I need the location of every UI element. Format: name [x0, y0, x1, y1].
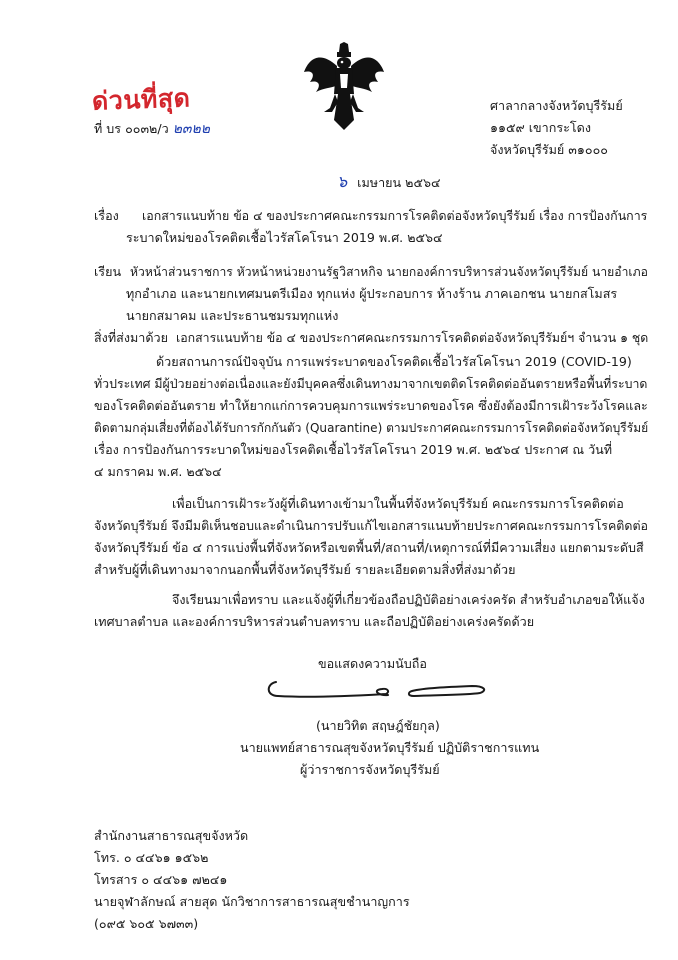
paragraph-1-line-3: ของโรคติดต่ออันตราย ทำให้ยากแก่การควบคุมการแพร่ระบาดของโรค ซึ่งยังต้องมีการเฝ้าระวังโรคและ — [94, 398, 648, 413]
enclosure-label: สิ่งที่ส่งมาด้วย — [94, 330, 168, 345]
date-day-handwritten: ๖ — [337, 172, 348, 191]
address-line-3: จังหวัดบุรีรัมย์ ๓๑๐๐๐ — [490, 142, 608, 157]
subject-line-2: ระบาดใหม่ของโรคติดเชื้อไวรัสโคโรนา 2019 พ.ศ. ๒๕๖๔ — [126, 230, 443, 245]
subject-label: เรื่อง — [94, 208, 119, 223]
recipient-line-2: ทุกอำเภอ และนายกเทศมนตรีเมือง ทุกแห่ง ผู้ประกอบการ ห้างร้าน ภาคเอกชน นายกสโมสร — [126, 286, 618, 301]
paragraph-1-line-1: ด้วยสถานการณ์ปัจจุบัน การแพร่ระบาดของโรคติดเชื้อไวรัสโคโรนา 2019 (COVID-19) — [156, 354, 632, 369]
paragraph-3-line-2: เทศบาลตำบล และองค์การบริหารส่วนตำบลทราบ และถือปฏิบัติอย่างเคร่งครัดด้วย — [94, 614, 535, 629]
paragraph-2-line-1: เพื่อเป็นการเฝ้าระวังผู้ที่เดินทางเข้ามาในพื้นที่จังหวัดบุรีรัมย์ คณะกรรมการโรคติดต่อ — [172, 496, 624, 511]
footer-contact-phone: (๐๙๕ ๖๐๕ ๖๗๓๓) — [94, 916, 199, 931]
signatory-name: (นายวิทิต สฤษฎ์ชัยกุล) — [316, 718, 440, 733]
date-month-year: เมษายน ๒๕๖๔ — [357, 175, 441, 190]
address-line-1: ศาลากลางจังหวัดบุรีรัมย์ — [490, 98, 623, 113]
recipient-label: เรียน — [94, 264, 122, 279]
reference-number — [94, 118, 210, 140]
paragraph-1-line-6: ๔ มกราคม พ.ศ. ๒๕๖๔ — [94, 464, 222, 479]
paragraph-2-line-3: จังหวัดบุรีรัมย์ ข้อ ๔ การแบ่งพื้นที่จังหวัดหรือเขตพื้นที่/สถานที่/เหตุการณ์ที่มีความเสี่ยง แยกตามระดับสี — [94, 540, 644, 555]
handwritten-signature — [262, 674, 494, 706]
footer-fax: โทรสาร ๐ ๔๔๖๑ ๗๒๔๑ — [94, 872, 228, 887]
recipient-line-1: หัวหน้าส่วนราชการ หัวหน้าหน่วยงานรัฐวิสาหกิจ นายกองค์การบริหารส่วนจังหวัดบุรีรัมย์ นายอำเภอ — [130, 264, 648, 279]
footer-office: สำนักงานสาธารณสุขจังหวัด — [94, 828, 249, 843]
enclosure-text: เอกสารแนบท้าย ข้อ ๔ ของประกาศคณะกรรมการโรคติดต่อจังหวัดบุรีรัมย์ฯ จำนวน ๑ ชุด — [176, 330, 649, 345]
paragraph-1-line-2: ทั่วประเทศ มีผู้ป่วยอย่างต่อเนื่องและยังมีบุคคลซึ่งเดินทางมาจากเขตติดโรคติดต่ออันตรายหรือพื้นที่ระบาด — [94, 376, 648, 391]
signatory-title-line-1: นายแพทย์สาธารณสุขจังหวัดบุรีรัมย์ ปฏิบัติราชการแทน — [240, 740, 540, 755]
paragraph-3-line-1: จึงเรียนมาเพื่อทราบ และแจ้งผู้ที่เกี่ยวข้องถือปฏิบัติอย่างเคร่งครัด สำหรับอำเภอขอให้แจ้ง — [172, 592, 645, 607]
footer-contact: นายจุฬาลักษณ์ สายสุด นักวิชาการสาธารณสุขชำนาญการ — [94, 894, 410, 909]
paragraph-2-line-4: สำหรับผู้ที่เดินทางมาจากนอกพื้นที่จังหวัดบุรีรัมย์ รายละเอียดตามสิ่งที่ส่งมาด้วย — [94, 562, 516, 577]
ref-prefix: ที่ บร ๐๐๓๒/ว — [94, 121, 169, 136]
paragraph-1-line-4: ติดตามกลุ่มเสี่ยงที่ต้องได้รับการกักกันตัว (Quarantine) ตามประกาศคณะกรรมการโรคติดต่อจังหวัดบุรีรัมย์ — [94, 420, 649, 435]
paragraph-2-line-2: จังหวัดบุรีรัมย์ จึงมีมติเห็นชอบและดำเนินการปรับแก้ไขเอกสารแนบท้ายประกาศคณะกรรมการโรคติดต่อ — [94, 518, 649, 533]
recipient-line-3: นายกสมาคม และประธานชมรมทุกแห่ง — [126, 308, 339, 323]
subject-line-1: เอกสารแนบท้าย ข้อ ๔ ของประกาศคณะกรรมการโรคติดต่อจังหวัดบุรีรัมย์ เรื่อง การป้องกันการ — [142, 208, 648, 223]
address-line-2: ๑๑๕๙ เขากระโดง — [490, 120, 591, 135]
paragraph-1-line-5: เรื่อง การป้องกันการระบาดใหม่ของโรคติดเชื้อไวรัสโคโรนา 2019 พ.ศ. ๒๕๖๔ ประกาศ ณ วันที่ — [94, 442, 613, 457]
garuda-emblem-icon — [302, 42, 386, 132]
urgency-stamp: ด่วนที่สุด — [91, 83, 191, 116]
footer-phone: โทร. ๐ ๔๔๖๑ ๑๕๖๒ — [94, 850, 209, 865]
closing-salutation: ขอแสดงความนับถือ — [318, 656, 427, 671]
document-date — [337, 170, 441, 195]
ref-handwritten-number: ๒๓๒๒ — [172, 121, 210, 137]
signatory-title-line-2: ผู้ว่าราชการจังหวัดบุรีรัมย์ — [300, 762, 440, 777]
